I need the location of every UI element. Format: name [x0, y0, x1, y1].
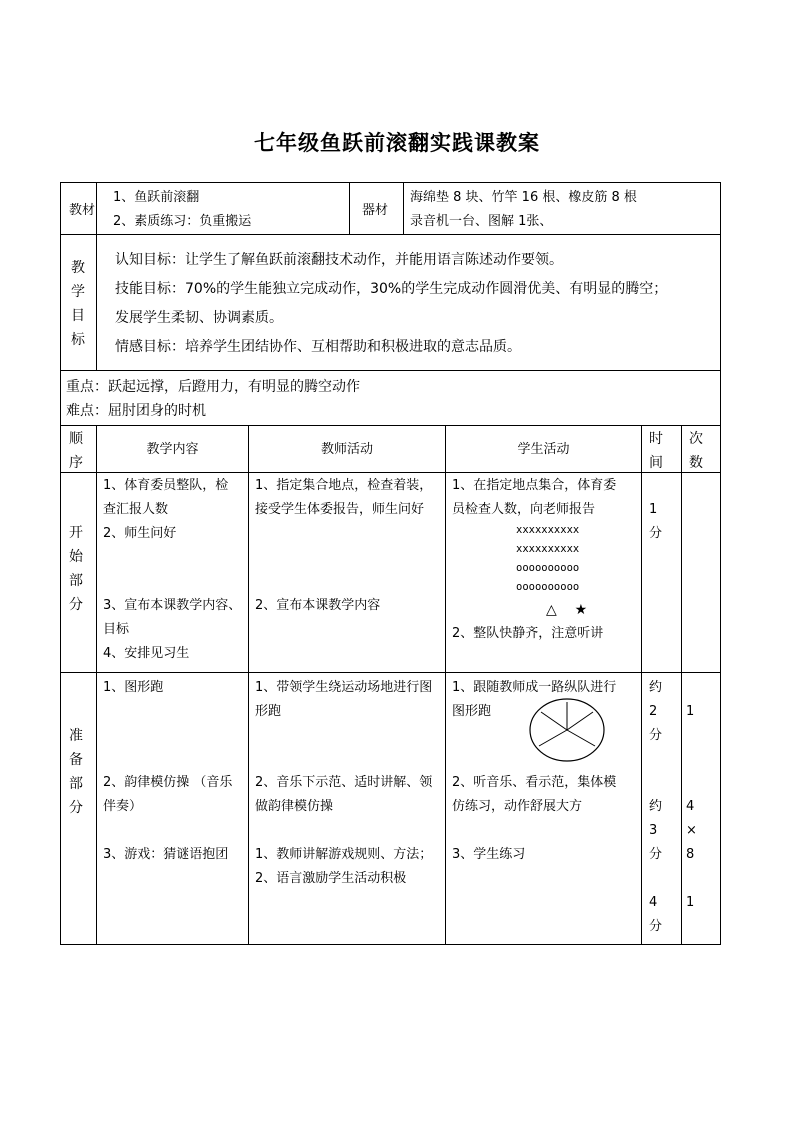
prep-teacher: 做韵律模仿操: [255, 799, 334, 814]
prep-content: 3、游戏：猜谜语抱团: [103, 847, 229, 862]
material-item: 1、鱼跃前滚翻: [113, 190, 200, 205]
row-divider: [60, 370, 721, 371]
objectives-label: 教 学 目 标: [71, 260, 85, 348]
prep-time: 分: [649, 847, 663, 862]
prep-student: 1、跟随教师成一路纵队进行: [452, 680, 617, 695]
prep-count: 4: [686, 799, 695, 814]
col-divider: [445, 425, 446, 944]
prep-teacher: 1、教师讲解游戏规则、方法；: [255, 847, 433, 862]
start-teacher: 1、指定集合地点，检查着装，: [255, 478, 433, 493]
col-divider: [248, 425, 249, 944]
material-label: 教材: [69, 203, 96, 218]
start-student: 员检查人数，向老师报告: [452, 502, 596, 517]
equipment-item: 海绵垫 8 块、竹竿 16 根、橡皮筋 8 根: [410, 190, 637, 205]
prep-time: 分: [649, 728, 663, 743]
prep-time: 分: [649, 919, 663, 934]
table-border-right: [720, 182, 721, 945]
prep-student: 图形跑: [452, 704, 492, 719]
prep-student: 2、听音乐、看示范，集体模: [452, 775, 617, 790]
row-divider: [60, 472, 721, 473]
start-teacher: 2、宣布本课教学内容: [255, 598, 381, 613]
table-border-left: [60, 182, 61, 945]
objective-cognitive: 认知目标：让学生了解鱼跃前滚翻技术动作，并能用语言陈述动作要领。: [115, 252, 563, 268]
prep-teacher: 2、语言激励学生活动积极: [255, 871, 407, 886]
start-content: 查汇报人数: [103, 502, 169, 517]
figure-run-diagram: [528, 697, 606, 763]
start-time: 1: [649, 502, 658, 517]
prep-time: 2: [649, 704, 658, 719]
teacher-position-symbols: △ ★: [546, 602, 588, 618]
col-divider: [641, 425, 642, 944]
header-content: 教学内容: [146, 442, 199, 457]
material-item: 2、素质练习：负重搬运: [113, 214, 252, 229]
prep-count: ×: [686, 823, 697, 838]
start-student: 1、在指定地点集合，体育委: [452, 478, 617, 493]
prep-content: 伴奏）: [103, 799, 143, 814]
col-divider: [681, 425, 682, 944]
objective-skill-cont: 发展学生柔韧、协调素质。: [115, 310, 283, 326]
prep-count: 8: [686, 847, 695, 862]
page-title: 七年级鱼跃前滚翻实践课教案: [254, 131, 540, 155]
col-divider: [349, 182, 350, 234]
col-divider: [96, 234, 97, 370]
prep-teacher: 形跑: [255, 704, 282, 719]
col-divider: [96, 182, 97, 234]
prep-time: 3: [649, 823, 658, 838]
table-border-bottom: [60, 944, 721, 945]
start-teacher: 接受学生体委报告，师生问好: [255, 502, 425, 517]
prep-teacher: 2、音乐下示范、适时讲解、领: [255, 775, 433, 790]
start-section-label: 开 始 部 分: [69, 525, 83, 613]
equipment-label: 器材: [362, 203, 389, 218]
header-count: 次 数: [689, 431, 703, 471]
prep-time: 4: [649, 895, 658, 910]
start-time: 分: [649, 526, 663, 541]
objective-affective: 情感目标：培养学生团结协作、互相帮助和积极进取的意志品质。: [115, 339, 521, 355]
start-content: 目标: [103, 622, 130, 637]
col-divider: [96, 425, 97, 944]
table-border-top: [60, 182, 721, 183]
prep-content: 2、韵律模仿操 （音乐: [103, 775, 233, 790]
row-divider: [60, 425, 721, 426]
prep-teacher: 1、带领学生绕运动场地进行图: [255, 680, 433, 695]
formation-row: oooooooooo: [516, 581, 580, 593]
start-content: 3、宣布本课教学内容、: [103, 598, 242, 613]
prep-count: 1: [686, 704, 695, 719]
prep-student: 3、学生练习: [452, 847, 526, 862]
start-content: 2、师生问好: [103, 526, 177, 541]
start-content: 4、安排见习生: [103, 646, 190, 661]
equipment-item: 录音机一台、图解 1张、: [410, 214, 553, 229]
key-point: 重点：跃起远撑，后蹬用力，有明显的腾空动作: [66, 379, 360, 395]
prep-time: 约: [649, 680, 663, 695]
formation-row: xxxxxxxxxx: [516, 543, 580, 555]
header-seq: 顺 序: [69, 431, 83, 471]
formation-row: xxxxxxxxxx: [516, 524, 580, 536]
prep-student: 仿练习，动作舒展大方: [452, 799, 583, 814]
col-divider: [403, 182, 404, 234]
start-student: 2、整队快静齐，注意听讲: [452, 626, 604, 641]
row-divider: [60, 234, 721, 235]
header-student: 学生活动: [517, 442, 570, 457]
header-teacher: 教师活动: [320, 442, 373, 457]
lesson-plan-table: [60, 182, 721, 945]
row-divider: [60, 672, 721, 673]
prep-section-label: 准 备 部 分: [69, 728, 83, 816]
formation-row: oooooooooo: [516, 562, 580, 574]
prep-content: 1、图形跑: [103, 680, 164, 695]
objective-skill: 技能目标：70%的学生能独立完成动作，30%的学生完成动作圆滑优美、有明显的腾空；: [115, 281, 668, 297]
prep-count: 1: [686, 895, 695, 910]
difficult-point: 难点：屈肘团身的时机: [66, 403, 206, 419]
header-time: 时 间: [649, 431, 663, 471]
start-content: 1、体育委员整队，检: [103, 478, 229, 493]
prep-time: 约: [649, 799, 663, 814]
